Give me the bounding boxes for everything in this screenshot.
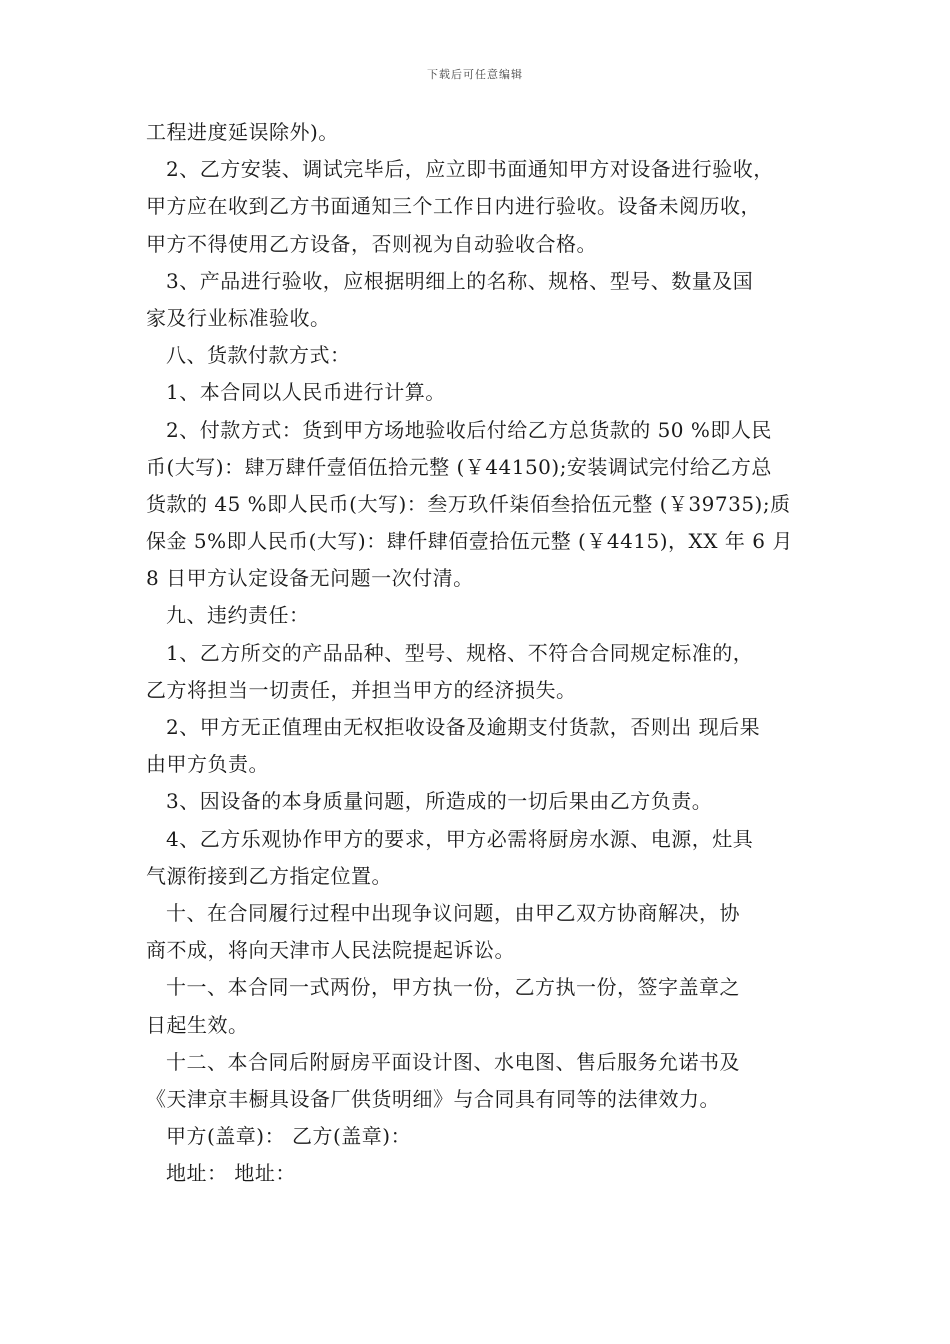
paragraph-line: 2、付款方式：货到甲方场地验收后付给乙方总货款的 50 %即人民 xyxy=(166,417,772,442)
paragraph-line: 币(大写)：肆万肆仟壹佰伍拾元整 (￥44150);安装调试完付给乙方总 xyxy=(146,454,772,479)
section-heading: 八、货款付款方式： xyxy=(166,343,351,368)
section-heading: 十二、本合同后附厨房平面设计图、水电图、售后服务允诺书及 xyxy=(166,1049,740,1074)
section-heading: 九、违约责任： xyxy=(166,603,310,628)
paragraph-line: 1、乙方所交的产品品种、型号、规格、不符合合同规定标准的， xyxy=(166,640,754,665)
paragraph-line: 1、本合同以人民币进行计算。 xyxy=(166,380,446,405)
paragraph-line: 乙方将担当一切责任，并担当甲方的经济损失。 xyxy=(146,677,577,702)
paragraph-line: 《天津京丰橱具设备厂供货明细》与合同具有同等的法律效力。 xyxy=(146,1086,720,1111)
paragraph-line: 保金 5%即人民币(大写)：肆仟肆佰壹拾伍元整 (￥4415)，XX 年 6 月 xyxy=(146,529,793,554)
address-line: 地址： 地址： xyxy=(166,1161,296,1186)
section-heading: 十、在合同履行过程中出现争议问题，由甲乙双方协商解决，协 xyxy=(166,900,740,925)
paragraph-line: 甲方应在收到乙方书面通知三个工作日内进行验收。设备未阅历收， xyxy=(146,194,761,219)
paragraph-line: 家及行业标准验收。 xyxy=(146,305,331,330)
paragraph-line: 货款的 45 %即人民币(大写)：叁万玖仟柒佰叁拾伍元整 (￥39735);质 xyxy=(146,491,791,516)
page-header-note: 下载后可任意编辑 xyxy=(427,68,523,81)
paragraph-line: 3、产品进行验收，应根据明细上的名称、规格、型号、数量及国 xyxy=(166,268,754,293)
section-heading: 十一、本合同一式两份，甲方执一份，乙方执一份，签字盖章之 xyxy=(166,975,740,1000)
paragraph-line: 甲方不得使用乙方设备，否则视为自动验收合格。 xyxy=(146,231,597,256)
paragraph-line: 2、乙方安装、调试完毕后，应立即书面通知甲方对设备进行验收， xyxy=(166,157,774,182)
paragraph-line: 4、乙方乐观协作甲方的要求，甲方必需将厨房水源、电源，灶具 xyxy=(166,826,754,851)
paragraph-line: 工程进度延误除外)。 xyxy=(146,120,339,144)
paragraph-line: 商不成，将向天津市人民法院提起诉讼。 xyxy=(146,938,515,963)
paragraph-line: 8 日甲方认定设备无问题一次付清。 xyxy=(146,566,474,591)
signature-line: 甲方(盖章)： 乙方(盖章)： xyxy=(166,1124,412,1149)
document-body xyxy=(146,114,816,1192)
paragraph-line: 2、甲方无正值理由无权拒收设备及逾期支付货款，否则出 现后果 xyxy=(166,715,761,739)
paragraph-line: 气源衔接到乙方指定位置。 xyxy=(146,863,392,888)
paragraph-line: 日起生效。 xyxy=(146,1012,249,1037)
paragraph-line: 3、因设备的本身质量问题，所造成的一切后果由乙方负责。 xyxy=(166,789,713,814)
paragraph-line: 由甲方负责。 xyxy=(146,752,269,777)
